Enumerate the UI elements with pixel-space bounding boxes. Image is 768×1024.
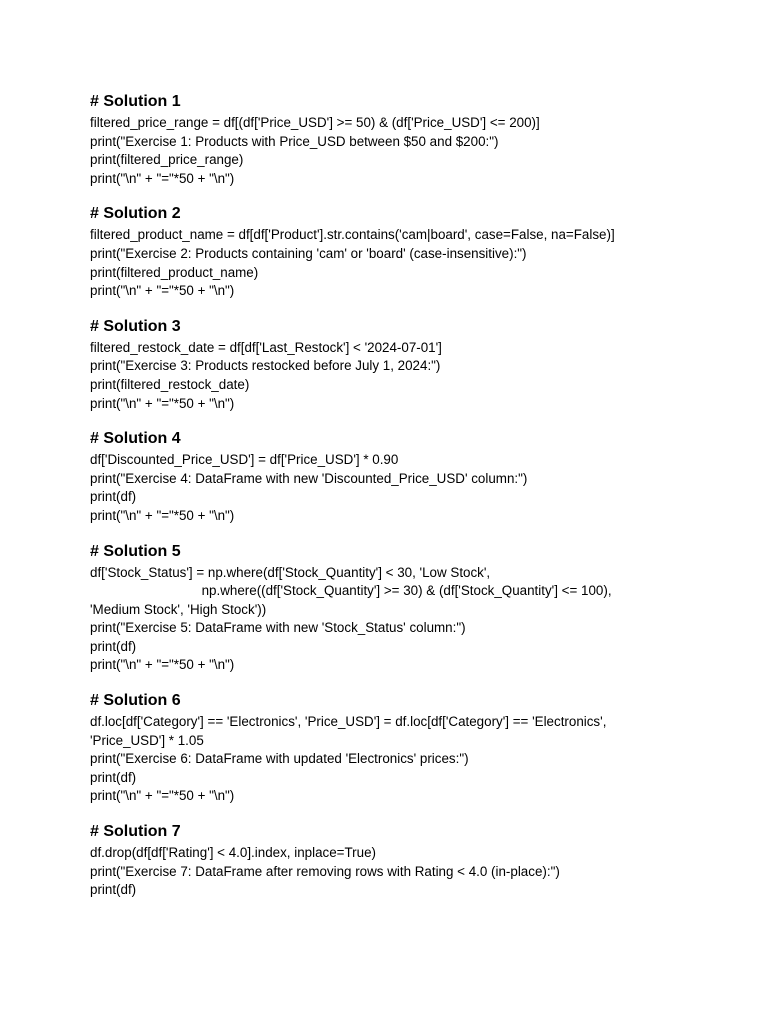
solution-3-block — [90, 317, 750, 413]
code-line: print("\n" + "="*50 + "\n") — [90, 283, 235, 299]
code-line: print("Exercise 5: DataFrame with new 'Stock_Status' column:") — [90, 620, 466, 636]
code-line: print(df) — [90, 638, 137, 654]
solution-6-block — [90, 691, 750, 806]
solution-2-heading: # Solution 2 — [90, 205, 181, 223]
code-line: print(df) — [90, 489, 137, 505]
solution-7-block — [90, 822, 750, 900]
code-line: filtered_price_range = df[(df['Price_USD'] >= 50) & (df['Price_USD'] <= 200)] — [90, 115, 540, 130]
solution-5-heading: # Solution 5 — [90, 542, 181, 560]
code-line: print(df) — [90, 769, 137, 785]
code-line: df.loc[df['Category'] == 'Electronics', 'Price_USD'] = df.loc[df['Category'] == 'Electronics', 'Price_USD'] * 1.05 — [90, 714, 611, 748]
code-line: print("\n" + "="*50 + "\n") — [90, 395, 235, 411]
code-line: print(df) — [90, 882, 137, 898]
solution-4-block — [90, 429, 750, 525]
solution-1-block — [90, 92, 750, 188]
document-page — [90, 92, 750, 916]
code-line: filtered_restock_date = df[df['Last_Restock'] < '2024-07-01'] — [90, 339, 442, 355]
code-line: df['Stock_Status'] = np.where(df['Stock_Quantity'] < 30, 'Low Stock', — [90, 564, 491, 580]
solution-1-heading: # Solution 1 — [90, 93, 181, 110]
solution-5-block — [90, 542, 750, 676]
code-line: print("\n" + "="*50 + "\n") — [90, 170, 235, 186]
solution-4-heading: # Solution 4 — [90, 430, 181, 448]
code-line: print("Exercise 1: Products with Price_USD between $50 and $200:") — [90, 133, 499, 149]
code-line: 'Medium Stock', 'High Stock')) — [90, 601, 267, 617]
code-line: filtered_product_name = df[df['Product'].str.contains('cam|board', case=False, na=False)] — [90, 227, 615, 243]
code-line: np.where((df['Stock_Quantity'] >= 30) & (df['Stock_Quantity'] <= 100), — [90, 583, 612, 599]
solution-7-heading: # Solution 7 — [90, 823, 181, 841]
solution-3-heading: # Solution 3 — [90, 317, 181, 335]
solution-2-block — [90, 204, 750, 300]
solution-6-heading: # Solution 6 — [90, 692, 181, 710]
code-line: print("\n" + "="*50 + "\n") — [90, 507, 235, 523]
code-line: print("Exercise 4: DataFrame with new 'Discounted_Price_USD' column:") — [90, 470, 528, 486]
code-line: print("Exercise 6: DataFrame with updated 'Electronics' prices:") — [90, 751, 469, 767]
code-line: print("\n" + "="*50 + "\n") — [90, 657, 235, 673]
code-line: df['Discounted_Price_USD'] = df['Price_USD'] * 0.90 — [90, 452, 399, 468]
code-line: df.drop(df[df['Rating'] < 4.0].index, inplace=True) — [90, 845, 376, 861]
code-line: print("\n" + "="*50 + "\n") — [90, 788, 235, 804]
code-line: print("Exercise 7: DataFrame after removing rows with Rating < 4.0 (in-place):") — [90, 863, 560, 879]
code-line: print(filtered_price_range) — [90, 152, 244, 168]
code-line: print(filtered_restock_date) — [90, 376, 250, 392]
code-line: print(filtered_product_name) — [90, 264, 259, 280]
code-line: print("Exercise 3: Products restocked before July 1, 2024:") — [90, 358, 441, 374]
code-line: print("Exercise 2: Products containing 'cam' or 'board' (case-insensitive):") — [90, 245, 527, 261]
